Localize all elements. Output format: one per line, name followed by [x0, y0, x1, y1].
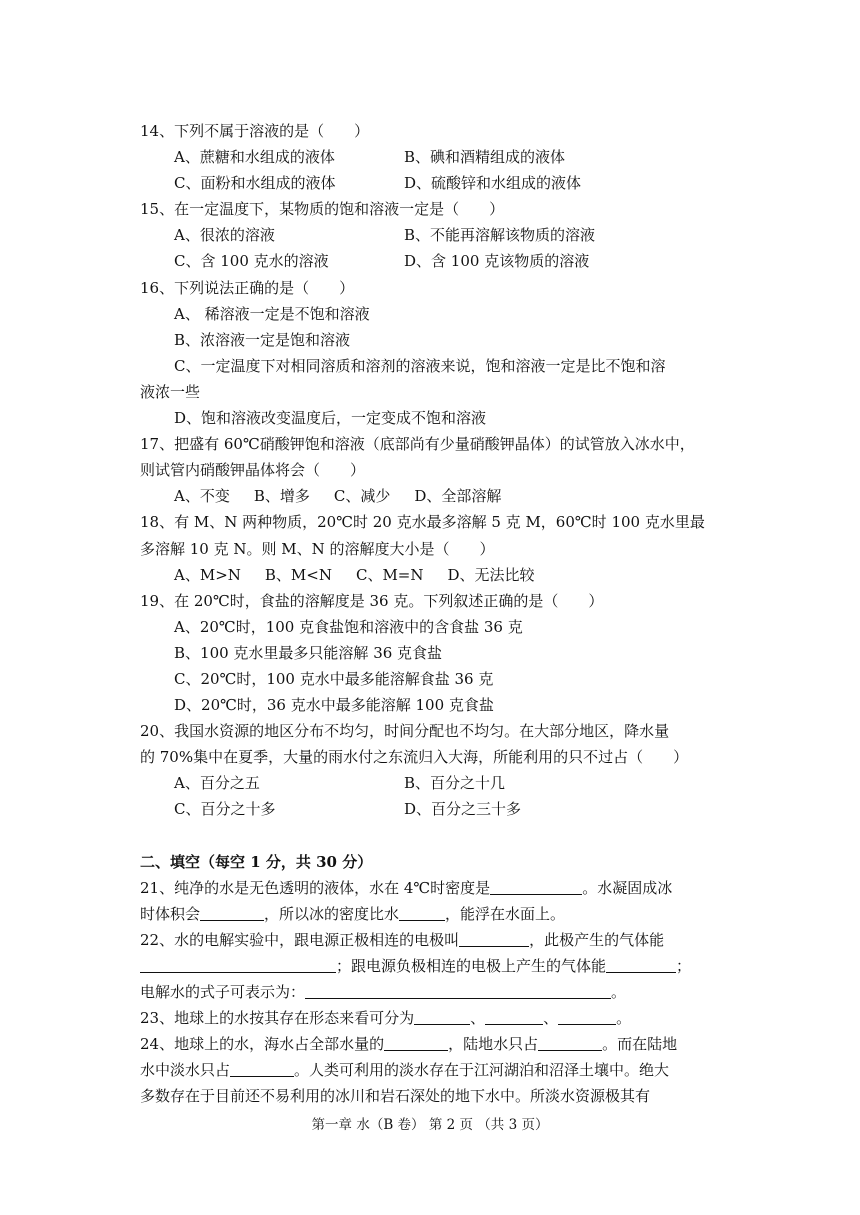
option-b: B、增多: [253, 487, 310, 506]
answer-blank[interactable]: [490, 879, 582, 895]
option-c: C、一定温度下对相同溶质和溶剂的溶液来说，饱和溶液一定是比不饱和溶: [174, 356, 666, 375]
option-d: D、无法比较: [447, 565, 535, 584]
question-14-stem: 14、下列不属于溶液的是（ ）: [140, 122, 370, 140]
question-16-stem: 16、下列说法正确的是（ ）: [140, 278, 355, 297]
option-a: A、不变: [174, 487, 230, 506]
question-15-options-row2: [140, 248, 752, 274]
answer-blank[interactable]: [200, 905, 264, 921]
answer-blank[interactable]: [459, 931, 529, 947]
answer-blank[interactable]: [305, 983, 611, 999]
question-17-stem-continued: 则试管内硝酸钾晶体将会（ ）: [140, 461, 366, 480]
option-c: C、含 100 克水的溶液: [174, 252, 329, 271]
question-22-line2: ；跟电源负极相连的电极上产生的气体能 ；: [140, 953, 752, 979]
page-footer: 第一章 水（B 卷） 第 2 页 （共 3 页）: [311, 1117, 549, 1133]
question-18-options: [140, 562, 752, 588]
question-17-options: [140, 483, 752, 509]
question-18-stem-continued: 多溶解 10 克 N。则 M、N 的溶解度大小是（ ）: [140, 539, 495, 558]
answer-blank[interactable]: [230, 1061, 294, 1077]
question-20-stem: 20、我国水资源的地区分布不均匀，时间分配也不均匀。在大部分地区，降水量: [140, 722, 670, 741]
option-c: C、减少: [333, 487, 391, 506]
option-c: C、百分之十多: [174, 800, 276, 819]
question-22-line1: 22、水的电解实验中，跟电源正极相连的电极叫 ，此极产生的气体能: [140, 930, 665, 949]
question-20-options-row1: [140, 770, 752, 796]
option-d: D、20℃时，36 克水中最多能溶解 100 克食盐: [174, 696, 494, 715]
option-b: B、不能再溶解该物质的溶液: [404, 226, 596, 245]
question-19-stem: 19、在 20℃时，食盐的溶解度是 36 克。下列叙述正确的是（ ）: [140, 591, 604, 610]
option-a: A、M>N: [174, 565, 241, 584]
section-gap: [140, 823, 752, 849]
option-b: B、100 克水里最多只能溶解 36 克食盐: [174, 643, 443, 662]
question-18-stem: 18、有 M、N 两种物质，20℃时 20 克水最多溶解 5 克 M，60℃时 100 克水里最: [140, 513, 705, 532]
question-20-options-row2: [140, 796, 752, 822]
option-c: C、20℃时，100 克水中最多能溶解食盐 36 克: [174, 669, 494, 688]
answer-blank[interactable]: [485, 1009, 543, 1025]
answer-blank[interactable]: [399, 905, 445, 921]
option-b: B、百分之十几: [404, 774, 506, 793]
option-c-continued: 液浓一些: [140, 382, 201, 401]
option-a: A、百分之五: [174, 774, 260, 793]
option-a: A、20℃时，100 克食盐饱和溶液中的含食盐 36 克: [174, 617, 523, 636]
exam-content: [140, 118, 752, 1109]
answer-blank[interactable]: [414, 1009, 470, 1025]
answer-blank[interactable]: [538, 1035, 602, 1051]
answer-blank[interactable]: [606, 957, 676, 973]
option-a: A、很浓的溶液: [174, 226, 275, 245]
question-15-stem: 15、在一定温度下，某物质的饱和溶液一定是（ ）: [140, 200, 505, 219]
option-c: C、面粉和水组成的液体: [174, 174, 336, 193]
option-b: B、M<N: [264, 565, 332, 584]
question-24-line2: 水中淡水只占 。人类可利用的淡水存在于江河湖泊和沼泽土壤中。绝大: [140, 1061, 670, 1080]
option-a: A、 稀溶液一定是不饱和溶液: [174, 304, 370, 323]
question-15-options-row1: [140, 222, 752, 248]
option-d: D、全部溶解: [414, 487, 502, 506]
option-d: D、含 100 克该物质的溶液: [404, 252, 590, 271]
question-14-options-row2: [140, 170, 752, 196]
question-17-stem: 17、把盛有 60℃硝酸钾饱和溶液（底部尚有少量硝酸钾晶体）的试管放入冰水中，: [140, 435, 695, 454]
answer-blank[interactable]: [140, 957, 336, 973]
answer-blank[interactable]: [384, 1035, 448, 1051]
option-d: D、硫酸锌和水组成的液体: [404, 174, 582, 193]
option-b: B、浓溶液一定是饱和溶液: [174, 330, 351, 349]
question-14-options-row1: [140, 144, 752, 170]
option-a: A、蔗糖和水组成的液体: [174, 148, 335, 167]
question-21-line1: 21、纯净的水是无色透明的液体，水在 4℃时密度是 。水凝固成冰: [140, 878, 673, 897]
answer-blank[interactable]: [558, 1009, 616, 1025]
question-23: 23、地球上的水按其存在形态来看可分为 、 、 。: [140, 1009, 632, 1028]
option-b: B、碘和酒精组成的液体: [404, 148, 566, 167]
question-21-line2: 时体积会 ，所以冰的密度比水 ，能浮在水面上。: [140, 904, 566, 923]
section-heading: 二、填空（每空 1 分，共 30 分）: [140, 852, 373, 871]
question-22-line3: 电解水的式子可表示为： 。: [140, 983, 627, 1001]
option-d: D、饱和溶液改变温度后，一定变成不饱和溶液: [174, 409, 487, 428]
question-20-stem-continued: 的 70%集中在夏季，大量的雨水付之东流归入大海，所能利用的只不过占（ ）: [140, 748, 689, 767]
option-d: D、百分之三十多: [404, 800, 522, 819]
question-24-line3: 多数存在于目前还不易利用的冰川和岩石深处的地下水中。所淡水资源极其有: [140, 1087, 651, 1106]
option-c: C、M=N: [355, 565, 424, 584]
question-24-line1: 24、地球上的水，海水占全部水量的 ，陆地水只占 。而在陆地: [140, 1035, 678, 1054]
